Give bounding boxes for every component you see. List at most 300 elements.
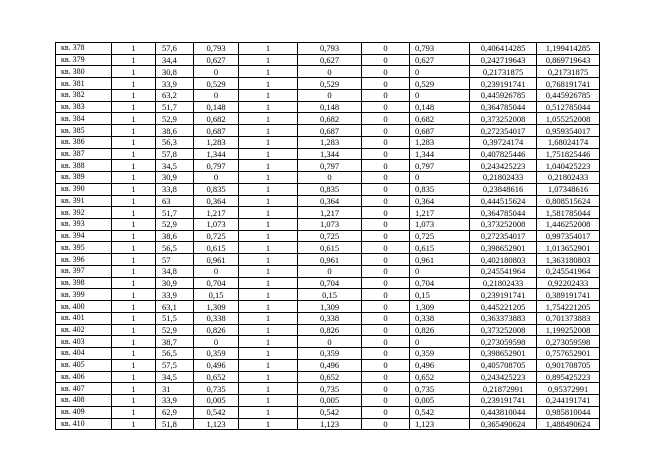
area-cell: 33,9 bbox=[156, 78, 194, 90]
zero-cell: 0 bbox=[362, 383, 410, 395]
table-row bbox=[56, 230, 600, 242]
total-cell: 0,997354017 bbox=[537, 230, 600, 242]
share-cell: 0,21731875 bbox=[470, 66, 537, 78]
share-cell: 0,445926785 bbox=[470, 89, 537, 101]
count-cell: 1 bbox=[112, 43, 156, 55]
total-cell: 0,273059598 bbox=[537, 336, 600, 348]
value-a-cell: 1,344 bbox=[194, 148, 239, 160]
count-cell: 1 bbox=[112, 254, 156, 266]
count-cell: 1 bbox=[112, 289, 156, 301]
count-cell: 1 bbox=[112, 383, 156, 395]
count-cell: 1 bbox=[112, 125, 156, 137]
zero-cell: 0 bbox=[362, 348, 410, 360]
table-row bbox=[56, 219, 600, 231]
value-b-cell: 0,005 bbox=[298, 395, 362, 407]
value-c-cell: 0,338 bbox=[410, 312, 470, 324]
area-cell: 33,9 bbox=[156, 289, 194, 301]
apartment-data-table bbox=[55, 42, 600, 430]
table-row bbox=[56, 207, 600, 219]
share-cell: 0,373252008 bbox=[470, 324, 537, 336]
apartment-cell: кв. 384 bbox=[56, 113, 112, 125]
table-row bbox=[56, 336, 600, 348]
value-a-cell: 0,529 bbox=[194, 78, 239, 90]
area-cell: 30,9 bbox=[156, 172, 194, 184]
share-cell: 0,405708705 bbox=[470, 359, 537, 371]
area-cell: 56,5 bbox=[156, 348, 194, 360]
count-cell: 1 bbox=[112, 78, 156, 90]
total-cell: 0,95372991 bbox=[537, 383, 600, 395]
zero-cell: 0 bbox=[362, 160, 410, 172]
value-b-cell: 0,359 bbox=[298, 348, 362, 360]
count-cell: 1 bbox=[112, 101, 156, 113]
value-b-cell: 0,627 bbox=[298, 54, 362, 66]
value-b-cell: 0 bbox=[298, 66, 362, 78]
count-cell: 1 bbox=[112, 66, 156, 78]
value-c-cell: 0,652 bbox=[410, 371, 470, 383]
value-b-cell: 0,961 bbox=[298, 254, 362, 266]
total-cell: 1,055252008 bbox=[537, 113, 600, 125]
table-row bbox=[56, 136, 600, 148]
share-cell: 0,23848616 bbox=[470, 183, 537, 195]
coef-cell: 1 bbox=[239, 101, 298, 113]
value-a-cell: 0,542 bbox=[194, 406, 239, 418]
apartment-cell: кв. 403 bbox=[56, 336, 112, 348]
count-cell: 1 bbox=[112, 301, 156, 313]
value-b-cell: 0,338 bbox=[298, 312, 362, 324]
coef-cell: 1 bbox=[239, 219, 298, 231]
coef-cell: 1 bbox=[239, 43, 298, 55]
coef-cell: 1 bbox=[239, 254, 298, 266]
table-row bbox=[56, 359, 600, 371]
count-cell: 1 bbox=[112, 172, 156, 184]
value-b-cell: 0,826 bbox=[298, 324, 362, 336]
value-b-cell: 0,529 bbox=[298, 78, 362, 90]
value-c-cell: 0,359 bbox=[410, 348, 470, 360]
count-cell: 1 bbox=[112, 277, 156, 289]
value-a-cell: 0,148 bbox=[194, 101, 239, 113]
zero-cell: 0 bbox=[362, 89, 410, 101]
share-cell: 0,402180803 bbox=[470, 254, 537, 266]
table-row bbox=[56, 289, 600, 301]
zero-cell: 0 bbox=[362, 277, 410, 289]
share-cell: 0,239191741 bbox=[470, 289, 537, 301]
apartment-cell: кв. 388 bbox=[56, 160, 112, 172]
apartment-cell: кв. 382 bbox=[56, 89, 112, 101]
coef-cell: 1 bbox=[239, 371, 298, 383]
value-a-cell: 0 bbox=[194, 172, 239, 184]
apartment-cell: кв. 390 bbox=[56, 183, 112, 195]
value-b-cell: 0 bbox=[298, 172, 362, 184]
value-b-cell: 0 bbox=[298, 336, 362, 348]
share-cell: 0,21872991 bbox=[470, 383, 537, 395]
zero-cell: 0 bbox=[362, 395, 410, 407]
table-row bbox=[56, 406, 600, 418]
area-cell: 52,9 bbox=[156, 219, 194, 231]
zero-cell: 0 bbox=[362, 406, 410, 418]
zero-cell: 0 bbox=[362, 336, 410, 348]
value-a-cell: 0,725 bbox=[194, 230, 239, 242]
value-b-cell: 0,725 bbox=[298, 230, 362, 242]
value-a-cell: 0,835 bbox=[194, 183, 239, 195]
count-cell: 1 bbox=[112, 336, 156, 348]
value-c-cell: 0 bbox=[410, 89, 470, 101]
zero-cell: 0 bbox=[362, 101, 410, 113]
coef-cell: 1 bbox=[239, 395, 298, 407]
value-a-cell: 0 bbox=[194, 336, 239, 348]
apartment-cell: кв. 400 bbox=[56, 301, 112, 313]
coef-cell: 1 bbox=[239, 89, 298, 101]
area-cell: 62,9 bbox=[156, 406, 194, 418]
value-a-cell: 0,364 bbox=[194, 195, 239, 207]
share-cell: 0,364785044 bbox=[470, 207, 537, 219]
zero-cell: 0 bbox=[362, 418, 410, 430]
table-row bbox=[56, 195, 600, 207]
value-c-cell: 0,627 bbox=[410, 54, 470, 66]
value-b-cell: 0 bbox=[298, 265, 362, 277]
zero-cell: 0 bbox=[362, 172, 410, 184]
area-cell: 30,9 bbox=[156, 277, 194, 289]
value-b-cell: 1,123 bbox=[298, 418, 362, 430]
table-row bbox=[56, 183, 600, 195]
coef-cell: 1 bbox=[239, 312, 298, 324]
area-cell: 52,9 bbox=[156, 113, 194, 125]
total-cell: 0,244191741 bbox=[537, 395, 600, 407]
coef-cell: 1 bbox=[239, 195, 298, 207]
value-c-cell: 0,148 bbox=[410, 101, 470, 113]
value-c-cell: 0,529 bbox=[410, 78, 470, 90]
value-b-cell: 0 bbox=[298, 89, 362, 101]
value-c-cell: 0,835 bbox=[410, 183, 470, 195]
apartment-cell: кв. 379 bbox=[56, 54, 112, 66]
value-a-cell: 0,793 bbox=[194, 43, 239, 55]
value-b-cell: 0,704 bbox=[298, 277, 362, 289]
coef-cell: 1 bbox=[239, 348, 298, 360]
value-c-cell: 0,961 bbox=[410, 254, 470, 266]
value-c-cell: 1,123 bbox=[410, 418, 470, 430]
total-cell: 0,445926785 bbox=[537, 89, 600, 101]
value-a-cell: 0,359 bbox=[194, 348, 239, 360]
value-c-cell: 0,005 bbox=[410, 395, 470, 407]
count-cell: 1 bbox=[112, 219, 156, 231]
value-a-cell: 0,15 bbox=[194, 289, 239, 301]
share-cell: 0,364785044 bbox=[470, 101, 537, 113]
value-b-cell: 1,344 bbox=[298, 148, 362, 160]
total-cell: 1,68024174 bbox=[537, 136, 600, 148]
table-row bbox=[56, 371, 600, 383]
share-cell: 0,243425223 bbox=[470, 160, 537, 172]
apartment-cell: кв. 408 bbox=[56, 395, 112, 407]
total-cell: 1,581785044 bbox=[537, 207, 600, 219]
value-b-cell: 0,735 bbox=[298, 383, 362, 395]
area-cell: 51,7 bbox=[156, 207, 194, 219]
area-cell: 33,8 bbox=[156, 183, 194, 195]
apartment-cell: кв. 397 bbox=[56, 265, 112, 277]
area-cell: 34,8 bbox=[156, 265, 194, 277]
count-cell: 1 bbox=[112, 348, 156, 360]
value-a-cell: 0 bbox=[194, 66, 239, 78]
share-cell: 0,39724174 bbox=[470, 136, 537, 148]
coef-cell: 1 bbox=[239, 66, 298, 78]
value-b-cell: 0,542 bbox=[298, 406, 362, 418]
count-cell: 1 bbox=[112, 54, 156, 66]
share-cell: 0,245541964 bbox=[470, 265, 537, 277]
area-cell: 63 bbox=[156, 195, 194, 207]
share-cell: 0,373252008 bbox=[470, 113, 537, 125]
coef-cell: 1 bbox=[239, 406, 298, 418]
value-b-cell: 0,687 bbox=[298, 125, 362, 137]
value-b-cell: 0,797 bbox=[298, 160, 362, 172]
value-a-cell: 0 bbox=[194, 265, 239, 277]
area-cell: 52,9 bbox=[156, 324, 194, 336]
coef-cell: 1 bbox=[239, 230, 298, 242]
value-a-cell: 1,309 bbox=[194, 301, 239, 313]
share-cell: 0,373252008 bbox=[470, 219, 537, 231]
value-c-cell: 0 bbox=[410, 172, 470, 184]
value-a-cell: 0,735 bbox=[194, 383, 239, 395]
total-cell: 0,959354017 bbox=[537, 125, 600, 137]
coef-cell: 1 bbox=[239, 265, 298, 277]
coef-cell: 1 bbox=[239, 383, 298, 395]
value-c-cell: 0,615 bbox=[410, 242, 470, 254]
value-c-cell: 0,542 bbox=[410, 406, 470, 418]
area-cell: 38,6 bbox=[156, 230, 194, 242]
total-cell: 1,199252008 bbox=[537, 324, 600, 336]
table-row bbox=[56, 254, 600, 266]
total-cell: 0,389191741 bbox=[537, 289, 600, 301]
share-cell: 0,445221205 bbox=[470, 301, 537, 313]
value-c-cell: 0,704 bbox=[410, 277, 470, 289]
apartment-cell: кв. 396 bbox=[56, 254, 112, 266]
table-row bbox=[56, 242, 600, 254]
value-c-cell: 0,496 bbox=[410, 359, 470, 371]
coef-cell: 1 bbox=[239, 183, 298, 195]
area-cell: 57,6 bbox=[156, 43, 194, 55]
count-cell: 1 bbox=[112, 242, 156, 254]
value-c-cell: 0,725 bbox=[410, 230, 470, 242]
zero-cell: 0 bbox=[362, 301, 410, 313]
share-cell: 0,444515624 bbox=[470, 195, 537, 207]
value-b-cell: 0,835 bbox=[298, 183, 362, 195]
zero-cell: 0 bbox=[362, 207, 410, 219]
total-cell: 0,92202433 bbox=[537, 277, 600, 289]
zero-cell: 0 bbox=[362, 66, 410, 78]
count-cell: 1 bbox=[112, 359, 156, 371]
area-cell: 57 bbox=[156, 254, 194, 266]
apartment-cell: кв. 401 bbox=[56, 312, 112, 324]
count-cell: 1 bbox=[112, 230, 156, 242]
zero-cell: 0 bbox=[362, 265, 410, 277]
total-cell: 1,013652901 bbox=[537, 242, 600, 254]
area-cell: 51,8 bbox=[156, 418, 194, 430]
total-cell: 0,701373883 bbox=[537, 312, 600, 324]
count-cell: 1 bbox=[112, 312, 156, 324]
value-c-cell: 1,283 bbox=[410, 136, 470, 148]
apartment-cell: кв. 381 bbox=[56, 78, 112, 90]
apartment-cell: кв. 394 bbox=[56, 230, 112, 242]
coef-cell: 1 bbox=[239, 54, 298, 66]
area-cell: 38,7 bbox=[156, 336, 194, 348]
value-c-cell: 0,15 bbox=[410, 289, 470, 301]
area-cell: 56,3 bbox=[156, 136, 194, 148]
share-cell: 0,239191741 bbox=[470, 395, 537, 407]
total-cell: 0,768191741 bbox=[537, 78, 600, 90]
table-row bbox=[56, 301, 600, 313]
share-cell: 0,443810044 bbox=[470, 406, 537, 418]
value-b-cell: 1,217 bbox=[298, 207, 362, 219]
value-c-cell: 0,735 bbox=[410, 383, 470, 395]
value-b-cell: 0,652 bbox=[298, 371, 362, 383]
coef-cell: 1 bbox=[239, 136, 298, 148]
total-cell: 1,751825446 bbox=[537, 148, 600, 160]
total-cell: 0,985810044 bbox=[537, 406, 600, 418]
table-row bbox=[56, 148, 600, 160]
zero-cell: 0 bbox=[362, 136, 410, 148]
table-row bbox=[56, 265, 600, 277]
share-cell: 0,243425223 bbox=[470, 371, 537, 383]
value-c-cell: 0,364 bbox=[410, 195, 470, 207]
coef-cell: 1 bbox=[239, 324, 298, 336]
total-cell: 0,757652901 bbox=[537, 348, 600, 360]
table-row bbox=[56, 101, 600, 113]
zero-cell: 0 bbox=[362, 183, 410, 195]
total-cell: 1,488490624 bbox=[537, 418, 600, 430]
apartment-cell: кв. 389 bbox=[56, 172, 112, 184]
zero-cell: 0 bbox=[362, 230, 410, 242]
table-row bbox=[56, 383, 600, 395]
table-row bbox=[56, 348, 600, 360]
share-cell: 0,272354017 bbox=[470, 230, 537, 242]
coef-cell: 1 bbox=[239, 289, 298, 301]
zero-cell: 0 bbox=[362, 359, 410, 371]
share-cell: 0,406414285 bbox=[470, 43, 537, 55]
zero-cell: 0 bbox=[362, 324, 410, 336]
zero-cell: 0 bbox=[362, 371, 410, 383]
apartment-cell: кв. 395 bbox=[56, 242, 112, 254]
count-cell: 1 bbox=[112, 113, 156, 125]
apartment-cell: кв. 402 bbox=[56, 324, 112, 336]
value-a-cell: 0,961 bbox=[194, 254, 239, 266]
value-a-cell: 0,496 bbox=[194, 359, 239, 371]
coef-cell: 1 bbox=[239, 113, 298, 125]
apartment-cell: кв. 378 bbox=[56, 43, 112, 55]
total-cell: 0,21802433 bbox=[537, 172, 600, 184]
value-c-cell: 0 bbox=[410, 265, 470, 277]
count-cell: 1 bbox=[112, 324, 156, 336]
value-b-cell: 1,283 bbox=[298, 136, 362, 148]
apartment-cell: кв. 380 bbox=[56, 66, 112, 78]
value-a-cell: 0,682 bbox=[194, 113, 239, 125]
count-cell: 1 bbox=[112, 183, 156, 195]
value-a-cell: 0,704 bbox=[194, 277, 239, 289]
total-cell: 1,07348616 bbox=[537, 183, 600, 195]
table-row bbox=[56, 160, 600, 172]
value-c-cell: 1,073 bbox=[410, 219, 470, 231]
coef-cell: 1 bbox=[239, 418, 298, 430]
table-row bbox=[56, 113, 600, 125]
count-cell: 1 bbox=[112, 160, 156, 172]
apartment-cell: кв. 383 bbox=[56, 101, 112, 113]
value-b-cell: 1,073 bbox=[298, 219, 362, 231]
area-cell: 33,9 bbox=[156, 395, 194, 407]
area-cell: 34,5 bbox=[156, 160, 194, 172]
zero-cell: 0 bbox=[362, 113, 410, 125]
apartment-cell: кв. 385 bbox=[56, 125, 112, 137]
area-cell: 51,7 bbox=[156, 101, 194, 113]
apartment-cell: кв. 405 bbox=[56, 359, 112, 371]
table-row bbox=[56, 89, 600, 101]
count-cell: 1 bbox=[112, 418, 156, 430]
coef-cell: 1 bbox=[239, 160, 298, 172]
count-cell: 1 bbox=[112, 195, 156, 207]
area-cell: 31 bbox=[156, 383, 194, 395]
count-cell: 1 bbox=[112, 148, 156, 160]
coef-cell: 1 bbox=[239, 336, 298, 348]
value-c-cell: 1,344 bbox=[410, 148, 470, 160]
share-cell: 0,273059598 bbox=[470, 336, 537, 348]
value-c-cell: 0,687 bbox=[410, 125, 470, 137]
value-c-cell: 0,797 bbox=[410, 160, 470, 172]
table-row bbox=[56, 66, 600, 78]
value-c-cell: 0 bbox=[410, 66, 470, 78]
share-cell: 0,21802433 bbox=[470, 172, 537, 184]
total-cell: 1,754221205 bbox=[537, 301, 600, 313]
value-a-cell: 0,627 bbox=[194, 54, 239, 66]
value-a-cell: 0,826 bbox=[194, 324, 239, 336]
share-cell: 0,365490624 bbox=[470, 418, 537, 430]
table-row bbox=[56, 78, 600, 90]
total-cell: 0,895425223 bbox=[537, 371, 600, 383]
apartment-cell: кв. 398 bbox=[56, 277, 112, 289]
count-cell: 1 bbox=[112, 207, 156, 219]
coef-cell: 1 bbox=[239, 277, 298, 289]
area-cell: 34,5 bbox=[156, 371, 194, 383]
total-cell: 0,512785044 bbox=[537, 101, 600, 113]
apartment-cell: кв. 391 bbox=[56, 195, 112, 207]
value-c-cell: 0 bbox=[410, 336, 470, 348]
value-a-cell: 0,615 bbox=[194, 242, 239, 254]
count-cell: 1 bbox=[112, 395, 156, 407]
value-b-cell: 0,682 bbox=[298, 113, 362, 125]
total-cell: 1,446252008 bbox=[537, 219, 600, 231]
total-cell: 0,21731875 bbox=[537, 66, 600, 78]
apartment-cell: кв. 387 bbox=[56, 148, 112, 160]
table-body bbox=[56, 43, 600, 430]
total-cell: 0,808515624 bbox=[537, 195, 600, 207]
zero-cell: 0 bbox=[362, 195, 410, 207]
area-cell: 34,4 bbox=[156, 54, 194, 66]
share-cell: 0,272354017 bbox=[470, 125, 537, 137]
value-a-cell: 1,217 bbox=[194, 207, 239, 219]
table-row bbox=[56, 395, 600, 407]
total-cell: 0,901708705 bbox=[537, 359, 600, 371]
count-cell: 1 bbox=[112, 89, 156, 101]
share-cell: 0,407825446 bbox=[470, 148, 537, 160]
table-row bbox=[56, 324, 600, 336]
area-cell: 38,6 bbox=[156, 125, 194, 137]
coef-cell: 1 bbox=[239, 242, 298, 254]
value-b-cell: 0,15 bbox=[298, 289, 362, 301]
zero-cell: 0 bbox=[362, 148, 410, 160]
area-cell: 57,8 bbox=[156, 148, 194, 160]
count-cell: 1 bbox=[112, 406, 156, 418]
value-b-cell: 0,615 bbox=[298, 242, 362, 254]
coef-cell: 1 bbox=[239, 172, 298, 184]
value-b-cell: 0,148 bbox=[298, 101, 362, 113]
share-cell: 0,363373883 bbox=[470, 312, 537, 324]
value-c-cell: 1,217 bbox=[410, 207, 470, 219]
area-cell: 51,5 bbox=[156, 312, 194, 324]
coef-cell: 1 bbox=[239, 359, 298, 371]
